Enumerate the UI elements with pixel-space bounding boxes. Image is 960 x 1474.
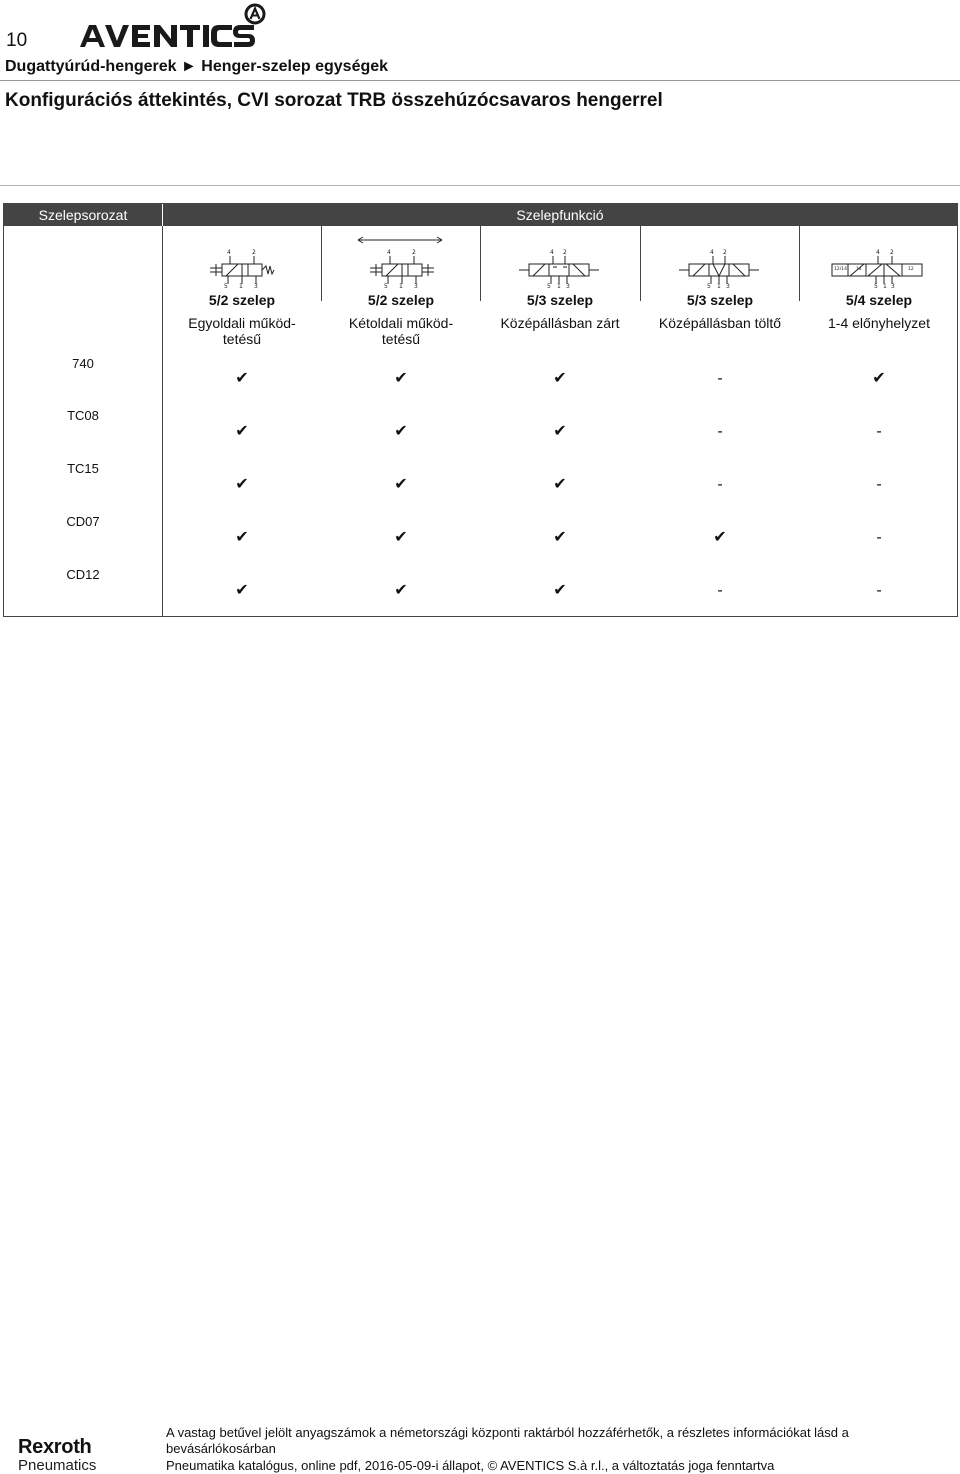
column-subtitle-line: tetésű (222, 331, 262, 347)
header-divider (0, 80, 960, 81)
column-title: 5/2 szelep (367, 292, 435, 308)
svg-text:4: 4 (876, 249, 880, 256)
svg-text:3: 3 (414, 283, 418, 290)
svg-text:12: 12 (908, 267, 914, 272)
availability-mark: - (717, 370, 723, 387)
column-divider (162, 226, 163, 616)
availability-mark: ✔ (394, 529, 408, 546)
svg-text:5: 5 (547, 283, 551, 290)
row-label-series: TC08 (67, 408, 99, 423)
availability-mark: ✔ (235, 476, 249, 493)
valve-5-3-pressurized-symbol-icon (661, 232, 781, 290)
svg-text:5: 5 (707, 283, 711, 290)
row-label-series: CD12 (66, 567, 100, 582)
column-title: 5/2 szelep (208, 292, 276, 308)
availability-mark: - (876, 529, 882, 546)
configuration-table (3, 203, 958, 617)
content-divider (0, 185, 960, 186)
svg-text:5: 5 (874, 283, 878, 290)
availability-mark: - (717, 476, 723, 493)
column-title: 5/4 szelep (845, 292, 913, 308)
svg-text:12/14: 12/14 (834, 267, 847, 272)
column-subtitle-line: Kétoldali működ- (348, 315, 454, 331)
availability-mark: ✔ (872, 370, 886, 387)
svg-text:2: 2 (412, 249, 416, 256)
availability-mark: ✔ (235, 582, 249, 599)
column-title: 5/3 szelep (686, 292, 754, 308)
column-subtitle-line: tetésű (381, 331, 421, 347)
valve-5-3-closed-symbol-icon (501, 232, 621, 290)
svg-text:4: 4 (710, 249, 714, 256)
svg-text:1: 1 (557, 283, 561, 290)
availability-mark: ✔ (553, 423, 567, 440)
column-subtitle (799, 315, 959, 331)
row-label-series: 740 (72, 356, 94, 371)
svg-text:3: 3 (726, 283, 730, 290)
availability-mark: ✔ (394, 582, 408, 599)
column-subtitle-line: Egyoldali működ- (188, 315, 296, 331)
rexroth-logo (18, 1437, 96, 1474)
column-divider (799, 226, 800, 301)
valve-5-4-symbol-icon (820, 232, 940, 290)
svg-text:2: 2 (890, 249, 894, 256)
svg-text:3: 3 (891, 283, 895, 290)
availability-mark: ✔ (553, 370, 567, 387)
brand-line-1: Rexroth (18, 1436, 92, 1458)
column-title: 5/3 szelep (526, 292, 594, 308)
column-subtitle-line: 1-4 előnyhelyzet (828, 315, 930, 331)
column-subtitle-line: Középállásban töltő (658, 315, 782, 331)
svg-text:4: 4 (550, 249, 554, 256)
svg-text:5: 5 (384, 283, 388, 290)
svg-text:2: 2 (563, 249, 567, 256)
valve-5-2-single-symbol-icon (182, 232, 302, 290)
column-divider (480, 226, 481, 301)
availability-mark: - (876, 423, 882, 440)
row-label-series: CD07 (66, 514, 100, 529)
page-number: 10 (6, 30, 28, 51)
column-subtitle (480, 315, 640, 331)
svg-text:14: 14 (856, 267, 862, 272)
header-valve-series: Szelepsorozat (4, 204, 163, 226)
svg-text:4: 4 (387, 249, 391, 256)
svg-text:3: 3 (254, 283, 258, 290)
svg-text:5: 5 (224, 283, 228, 290)
column-divider (321, 226, 322, 301)
availability-mark: ✔ (553, 529, 567, 546)
column-subtitle-line: Középállásban zárt (500, 315, 620, 331)
availability-mark: ✔ (394, 476, 408, 493)
availability-mark: ✔ (235, 529, 249, 546)
availability-mark: ✔ (235, 370, 249, 387)
availability-mark: - (717, 423, 723, 440)
aventics-logo-icon (80, 3, 266, 51)
svg-text:4: 4 (227, 249, 231, 256)
column-divider (640, 226, 641, 301)
availability-mark: ✔ (394, 370, 408, 387)
svg-text:1: 1 (717, 283, 721, 290)
svg-text:2: 2 (252, 249, 256, 256)
column-subtitle (321, 315, 481, 347)
availability-mark: ✔ (235, 423, 249, 440)
brand-line-2: Pneumatics (18, 1457, 97, 1474)
svg-text:2: 2 (723, 249, 727, 256)
footer-note: A vastag betűvel jelölt anyagszámok a németországi központi raktárból hozzáférhetők, a részletes információkat lásd a bevásárlókosárban (166, 1425, 849, 1456)
availability-mark: - (876, 476, 882, 493)
availability-mark: ✔ (553, 582, 567, 599)
page-heading: Konfigurációs áttekintés, CVI sorozat TRB összehúzócsavaros hengerrel (5, 90, 663, 111)
availability-mark: - (876, 582, 882, 599)
svg-text:1: 1 (239, 283, 243, 290)
availability-mark: ✔ (394, 423, 408, 440)
availability-mark: ✔ (553, 476, 567, 493)
svg-text:1: 1 (883, 283, 887, 290)
svg-text:1: 1 (399, 283, 403, 290)
column-subtitle (640, 315, 800, 331)
header-valve-function: Szelepfunkció (163, 204, 957, 226)
svg-text:3: 3 (566, 283, 570, 290)
valve-5-2-double-symbol-icon (342, 232, 462, 290)
availability-mark: ✔ (713, 529, 727, 546)
section-subtitle: Dugattyúrúd-hengerek ► Henger-szelep egységek (5, 58, 389, 75)
row-label-series: TC15 (67, 461, 99, 476)
footer-credit: Pneumatika katalógus, online pdf, 2016-05-09-i állapot, © AVENTICS S.à r.l., a változtatás joga fenntartva (166, 1458, 775, 1473)
availability-mark: - (717, 582, 723, 599)
column-subtitle (162, 315, 322, 347)
